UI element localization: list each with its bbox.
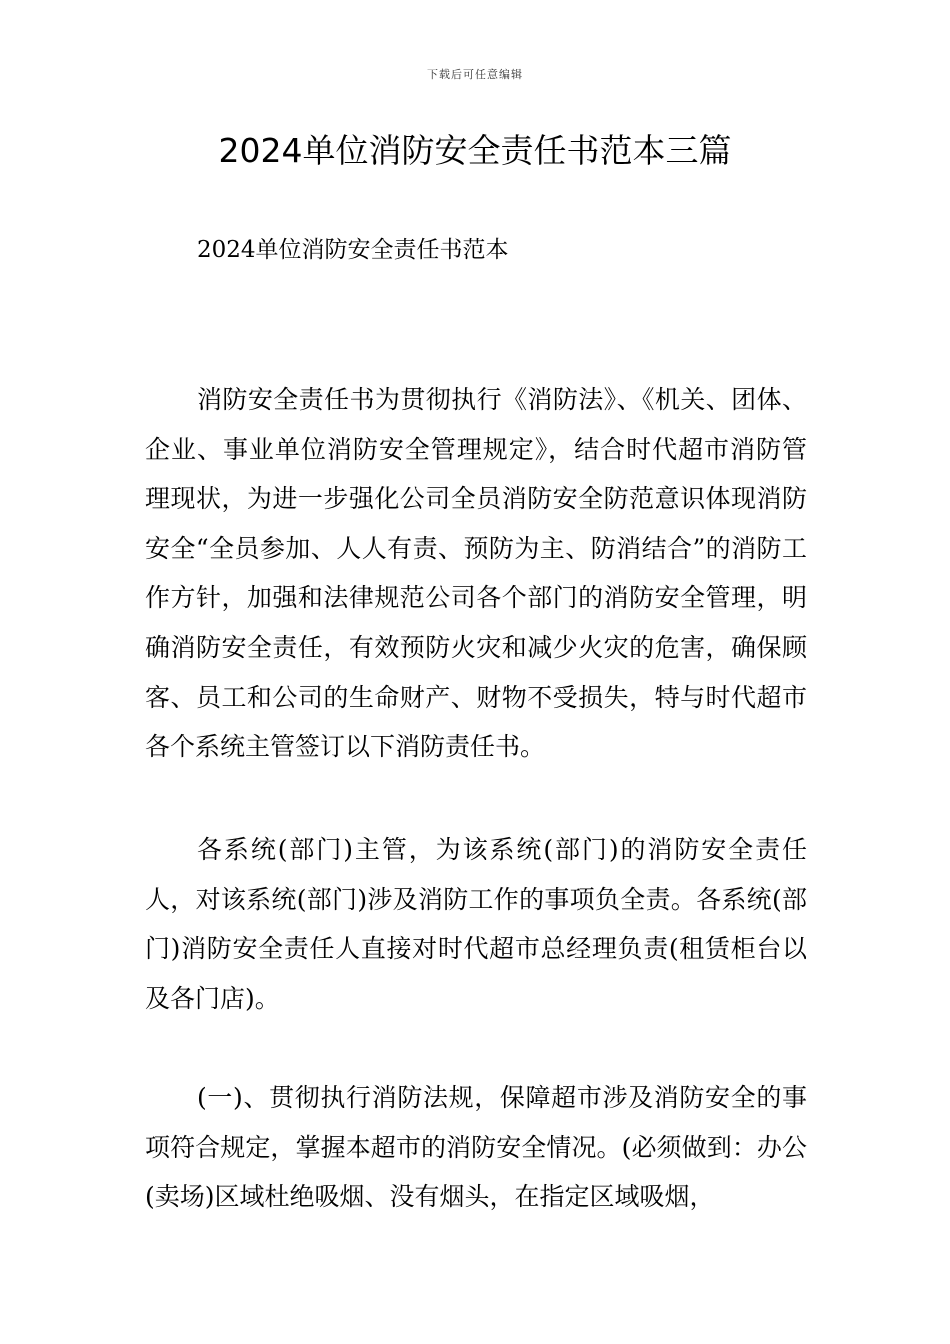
paragraph-responsibility: 各系统(部门)主管，为该系统(部门)的消防安全责任人，对该系统(部门)涉及消防工作的事项负全责。各系统(部门)消防安全责任人直接对时代超市总经理负责(租赁柜台以及各门店)。 xyxy=(145,835,807,1013)
paragraph-item-one: (一)、贯彻执行消防法规，保障超市涉及消防安全的事项符合规定，掌握本超市的消防安全情况。(必须做到：办公(卖场)区域杜绝吸烟、没有烟头，在指定区域吸烟， xyxy=(145,1083,807,1212)
section-subtitle: 2024单位消防安全责任书范本 xyxy=(197,237,509,263)
paragraph-intro: 消防安全责任书为贯彻执行《消防法》、《机关、团体、企业、事业单位消防安全管理规定》，结合时代超市消防管理现状，为进一步强化公司全员消防安全防范意识体现消防安全“全员参加、人人有责、预防为主、防消结合”的消防工作方针，加强和法律规范公司各个部门的消防安全管理，明确消防安全责任，有效预防火灾和减少火灾的危害，确保顾客、员工和公司的生命财产、财物不受损失，特与时代超市各个系统主管签订以下消防责任书。 xyxy=(145,385,807,762)
document-title: 2024单位消防安全责任书范本三篇 xyxy=(218,131,732,170)
header-note: 下载后可任意编辑 xyxy=(427,68,523,81)
